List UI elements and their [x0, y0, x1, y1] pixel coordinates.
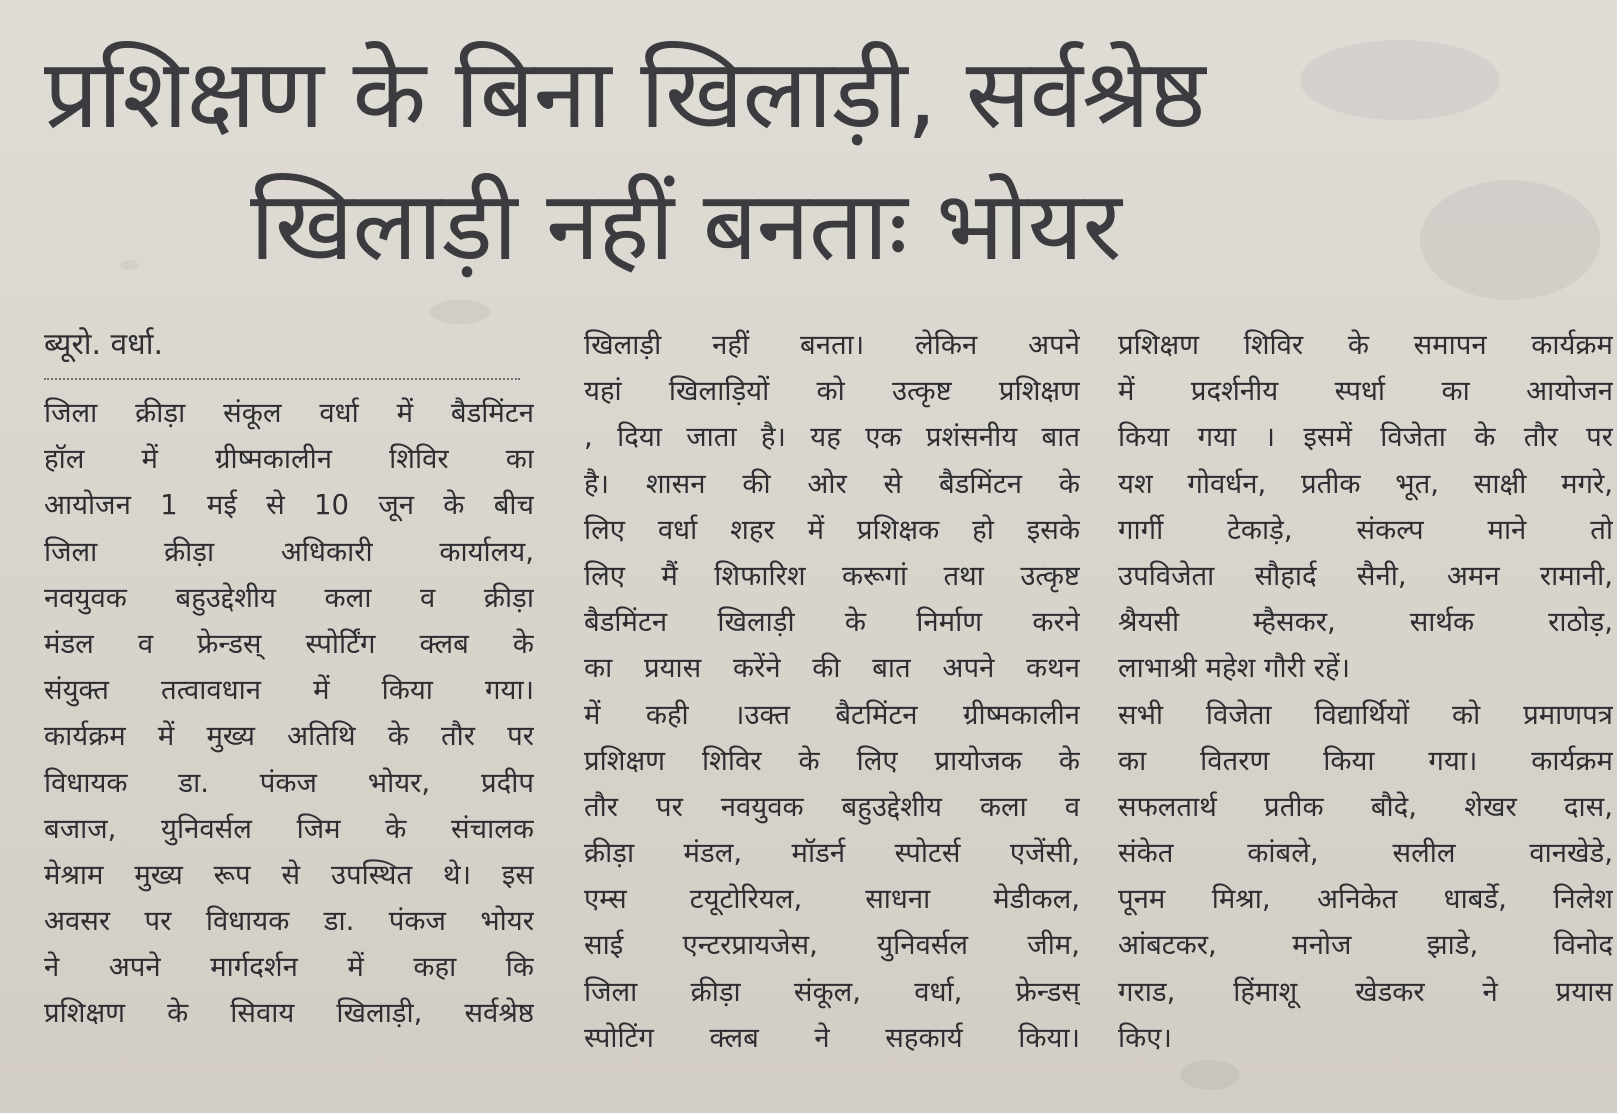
- headline-line-2: खिलाड़ी नहीं बनताः भोयर: [250, 170, 1121, 282]
- text-line: श्रैयसी म्हैसकर, सार्थक राठोड़,: [1118, 606, 1613, 639]
- text-line: सभी विजेता विद्यार्थियों को प्रमाणपत्र: [1118, 698, 1613, 731]
- text-line: मेश्राम मुख्य रूप से उपस्थित थे। इस: [44, 858, 534, 891]
- text-line: कार्यक्रम में मुख्य अतिथि के तौर पर: [44, 720, 534, 753]
- text-line: बजाज, युनिवर्सल जिम के संचालक: [44, 812, 534, 845]
- text-line: आयोजन 1 मई से 10 जून के बीच: [44, 489, 534, 522]
- article-column-2: [584, 322, 1080, 1061]
- text-line: बैडमिंटन खिलाड़ी के निर्माण करने: [584, 606, 1080, 639]
- text-line: ने अपने मार्गदर्शन में कहा कि: [44, 951, 534, 984]
- text-line: उपविजेता सौहार्द सैनी, अमन रामानी,: [1118, 559, 1613, 592]
- text-line: पूनम मिश्रा, अनिकेत धाबर्डे, निलेश: [1118, 883, 1613, 916]
- text-line: लाभाश्री महेश गौरी रहें।: [1118, 652, 1351, 685]
- text-line: आंबटकर, मनोज झाडे, विनोद: [1118, 929, 1613, 962]
- text-line: है। शासन की ओर से बैडमिंटन के: [584, 467, 1080, 500]
- article-column-1: [44, 322, 534, 1037]
- text-line: यहां खिलाड़ियों को उत्कृष्ट प्रशिक्षण: [584, 375, 1080, 408]
- article-column-3: [1118, 322, 1613, 1061]
- byline-divider: [44, 378, 520, 380]
- text-line: में कही ।उक्त बैटमिंटन ग्रीष्मकालीन: [584, 698, 1080, 731]
- text-line: साई एन्टरप्रायजेस, युनिवर्सल जीम,: [584, 929, 1080, 962]
- text-line: तौर पर नवयुवक बहुउद्देशीय कला व: [584, 790, 1080, 823]
- text-line: किए।: [1118, 1021, 1172, 1054]
- column-1-body: [44, 390, 534, 1037]
- text-line: जिला क्रीड़ा संकूल वर्धा में बैडमिंटन: [44, 397, 534, 429]
- byline: ब्यूरो. वर्धा.: [44, 327, 163, 362]
- text-line: मंडल व फ्रेन्डस् स्पोर्टिंग क्लब के: [44, 627, 534, 660]
- text-line: , दिया जाता है। यह एक प्रशंसनीय बात: [584, 421, 1080, 454]
- text-line: खिलाड़ी नहीं बनता। लेकिन अपने: [584, 329, 1080, 361]
- headline: [0, 28, 1617, 292]
- text-line: गराड, हिंमाशू खेडकर ने प्रयास: [1118, 975, 1613, 1008]
- text-line: प्रशिक्षण शिविर के लिए प्रायोजक के: [584, 744, 1080, 777]
- text-line: नवयुवक बहुउद्देशीय कला व क्रीड़ा: [44, 581, 534, 614]
- text-line: लिए वर्धा शहर में प्रशिक्षक हो इसके: [584, 513, 1080, 546]
- text-line: जिला क्रीड़ा संकूल, वर्धा, फ्रेन्डस्: [584, 975, 1080, 1008]
- headline-line-1: प्रशिक्षण के बिना खिलाड़ी, सर्वश्रेष्ठ: [44, 38, 1205, 150]
- text-line: प्रशिक्षण के सिवाय खिलाड़ी, सर्वश्रेष्ठ: [44, 997, 534, 1030]
- text-line: एम्स टयूटोरियल, साधना मेडीकल,: [584, 883, 1080, 916]
- text-line: प्रशिक्षण शिविर के समापन कार्यक्रम: [1118, 329, 1613, 361]
- text-line: सफलतार्थ प्रतीक बौदे, शेखर दास,: [1118, 790, 1613, 823]
- text-line: यश गोवर्धन, प्रतीक भूत, साक्षी मगरे,: [1118, 467, 1613, 500]
- text-line: गार्गी टेकाड़े, संकल्प माने तो: [1118, 513, 1613, 546]
- text-line: का प्रयास करेंने की बात अपने कथन: [584, 652, 1080, 685]
- text-line: संयुक्त तत्वावधान में किया गया।: [44, 674, 534, 707]
- text-line: लिए मैं शिफारिश करूगां तथा उत्कृष्ट: [584, 559, 1080, 592]
- text-line: में प्रदर्शनीय स्पर्धा का आयोजन: [1118, 375, 1613, 408]
- text-line: संकेत कांबले, सलील वानखेडे,: [1118, 837, 1613, 870]
- paper-speck: [1180, 1060, 1240, 1090]
- text-line: क्रीड़ा मंडल, मॉडर्न स्पोटर्स एजेंसी,: [584, 837, 1080, 870]
- text-line: का वितरण किया गया। कार्यक्रम: [1118, 744, 1613, 777]
- text-line: अवसर पर विधायक डा. पंकज भोयर: [44, 905, 534, 938]
- text-line: स्पोटिंग क्लब ने सहकार्य किया।: [584, 1021, 1080, 1054]
- text-line: किया गया । इसमें विजेता के तौर पर: [1118, 421, 1613, 454]
- text-line: हॉल में ग्रीष्मकालीन शिविर का: [44, 443, 534, 476]
- text-line: विधायक डा. पंकज भोयर, प्रदीप: [44, 766, 534, 799]
- paper-speck: [430, 300, 490, 324]
- text-line: जिला क्रीड़ा अधिकारी कार्यालय,: [44, 535, 534, 568]
